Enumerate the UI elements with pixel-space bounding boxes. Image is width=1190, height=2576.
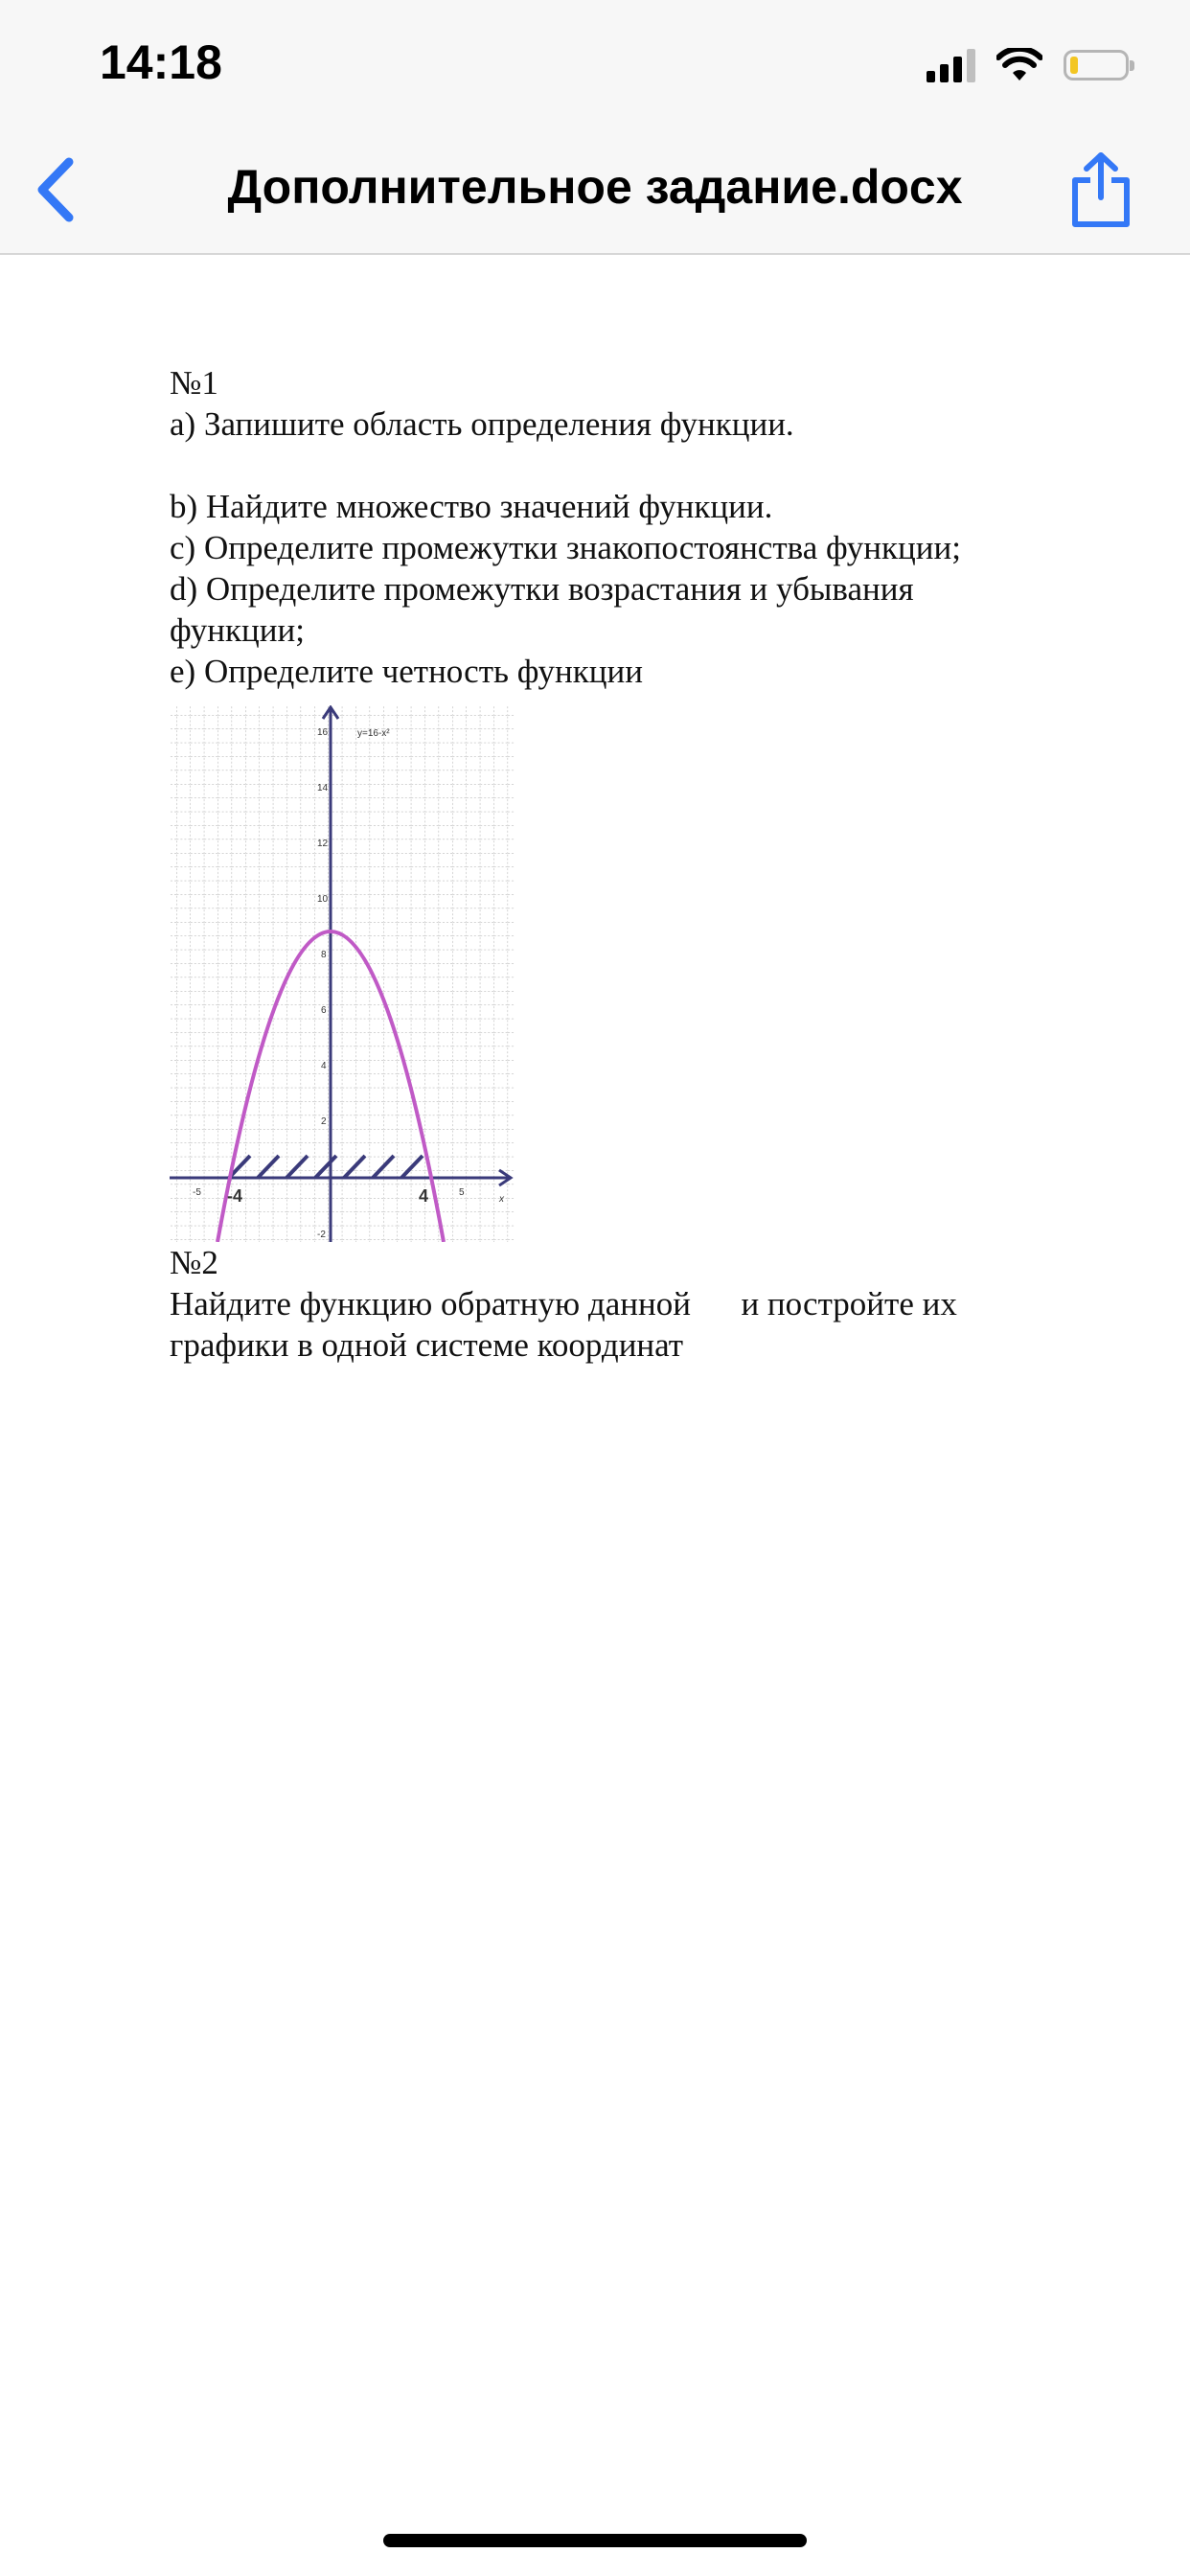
x-tick-neg4: -4: [227, 1186, 243, 1206]
parabola-graph: [170, 705, 515, 1242]
document-title: Дополнительное задание.docx: [227, 160, 963, 214]
task1-item-e: e) Определите четность функции: [170, 653, 643, 690]
navigation-bar: [0, 0, 1190, 255]
y-tick-14: 14: [317, 783, 329, 794]
function-label: y=16-x²: [357, 728, 390, 739]
y-tick-4: 4: [321, 1061, 327, 1071]
task2-label: №2: [170, 1244, 218, 1281]
task1-item-d: d) Определите промежутки возрастания и убывания функции;: [170, 570, 914, 649]
cellular-signal-icon: [927, 48, 975, 82]
y-tick-10: 10: [317, 894, 329, 905]
share-button[interactable]: [1067, 151, 1134, 228]
document-body: [170, 362, 1032, 1366]
battery-low-icon: [1064, 50, 1129, 80]
share-icon: [1067, 151, 1134, 228]
wifi-icon: [996, 48, 1042, 82]
y-tick-12: 12: [317, 839, 329, 849]
y-tick-neg2: -2: [317, 1230, 326, 1240]
x-tick-5: 5: [459, 1187, 465, 1198]
x-tick-4: 4: [419, 1186, 429, 1206]
y-tick-6: 6: [321, 1005, 327, 1016]
y-tick-2: 2: [321, 1116, 327, 1127]
task1-item-a: a) Запишите область определения функции.: [170, 405, 794, 443]
y-tick-8: 8: [321, 950, 327, 960]
graph-grid: [170, 705, 515, 1242]
status-icons: [927, 44, 1129, 86]
task2-text: Найдите функцию обратную данной и постройте их графики в одной системе координат: [170, 1285, 966, 1364]
task1-item-b: b) Найдите множество значений функции.: [170, 488, 773, 525]
task1-label: №1: [170, 364, 218, 402]
x-axis-label: x: [499, 1194, 504, 1205]
x-tick-neg5: -5: [193, 1187, 201, 1198]
task1-item-c: c) Определите промежутки знакопостоянства функции;: [170, 529, 961, 566]
status-time: 14:18: [100, 35, 222, 89]
home-indicator[interactable]: [383, 2534, 807, 2547]
y-tick-16: 16: [317, 727, 329, 738]
